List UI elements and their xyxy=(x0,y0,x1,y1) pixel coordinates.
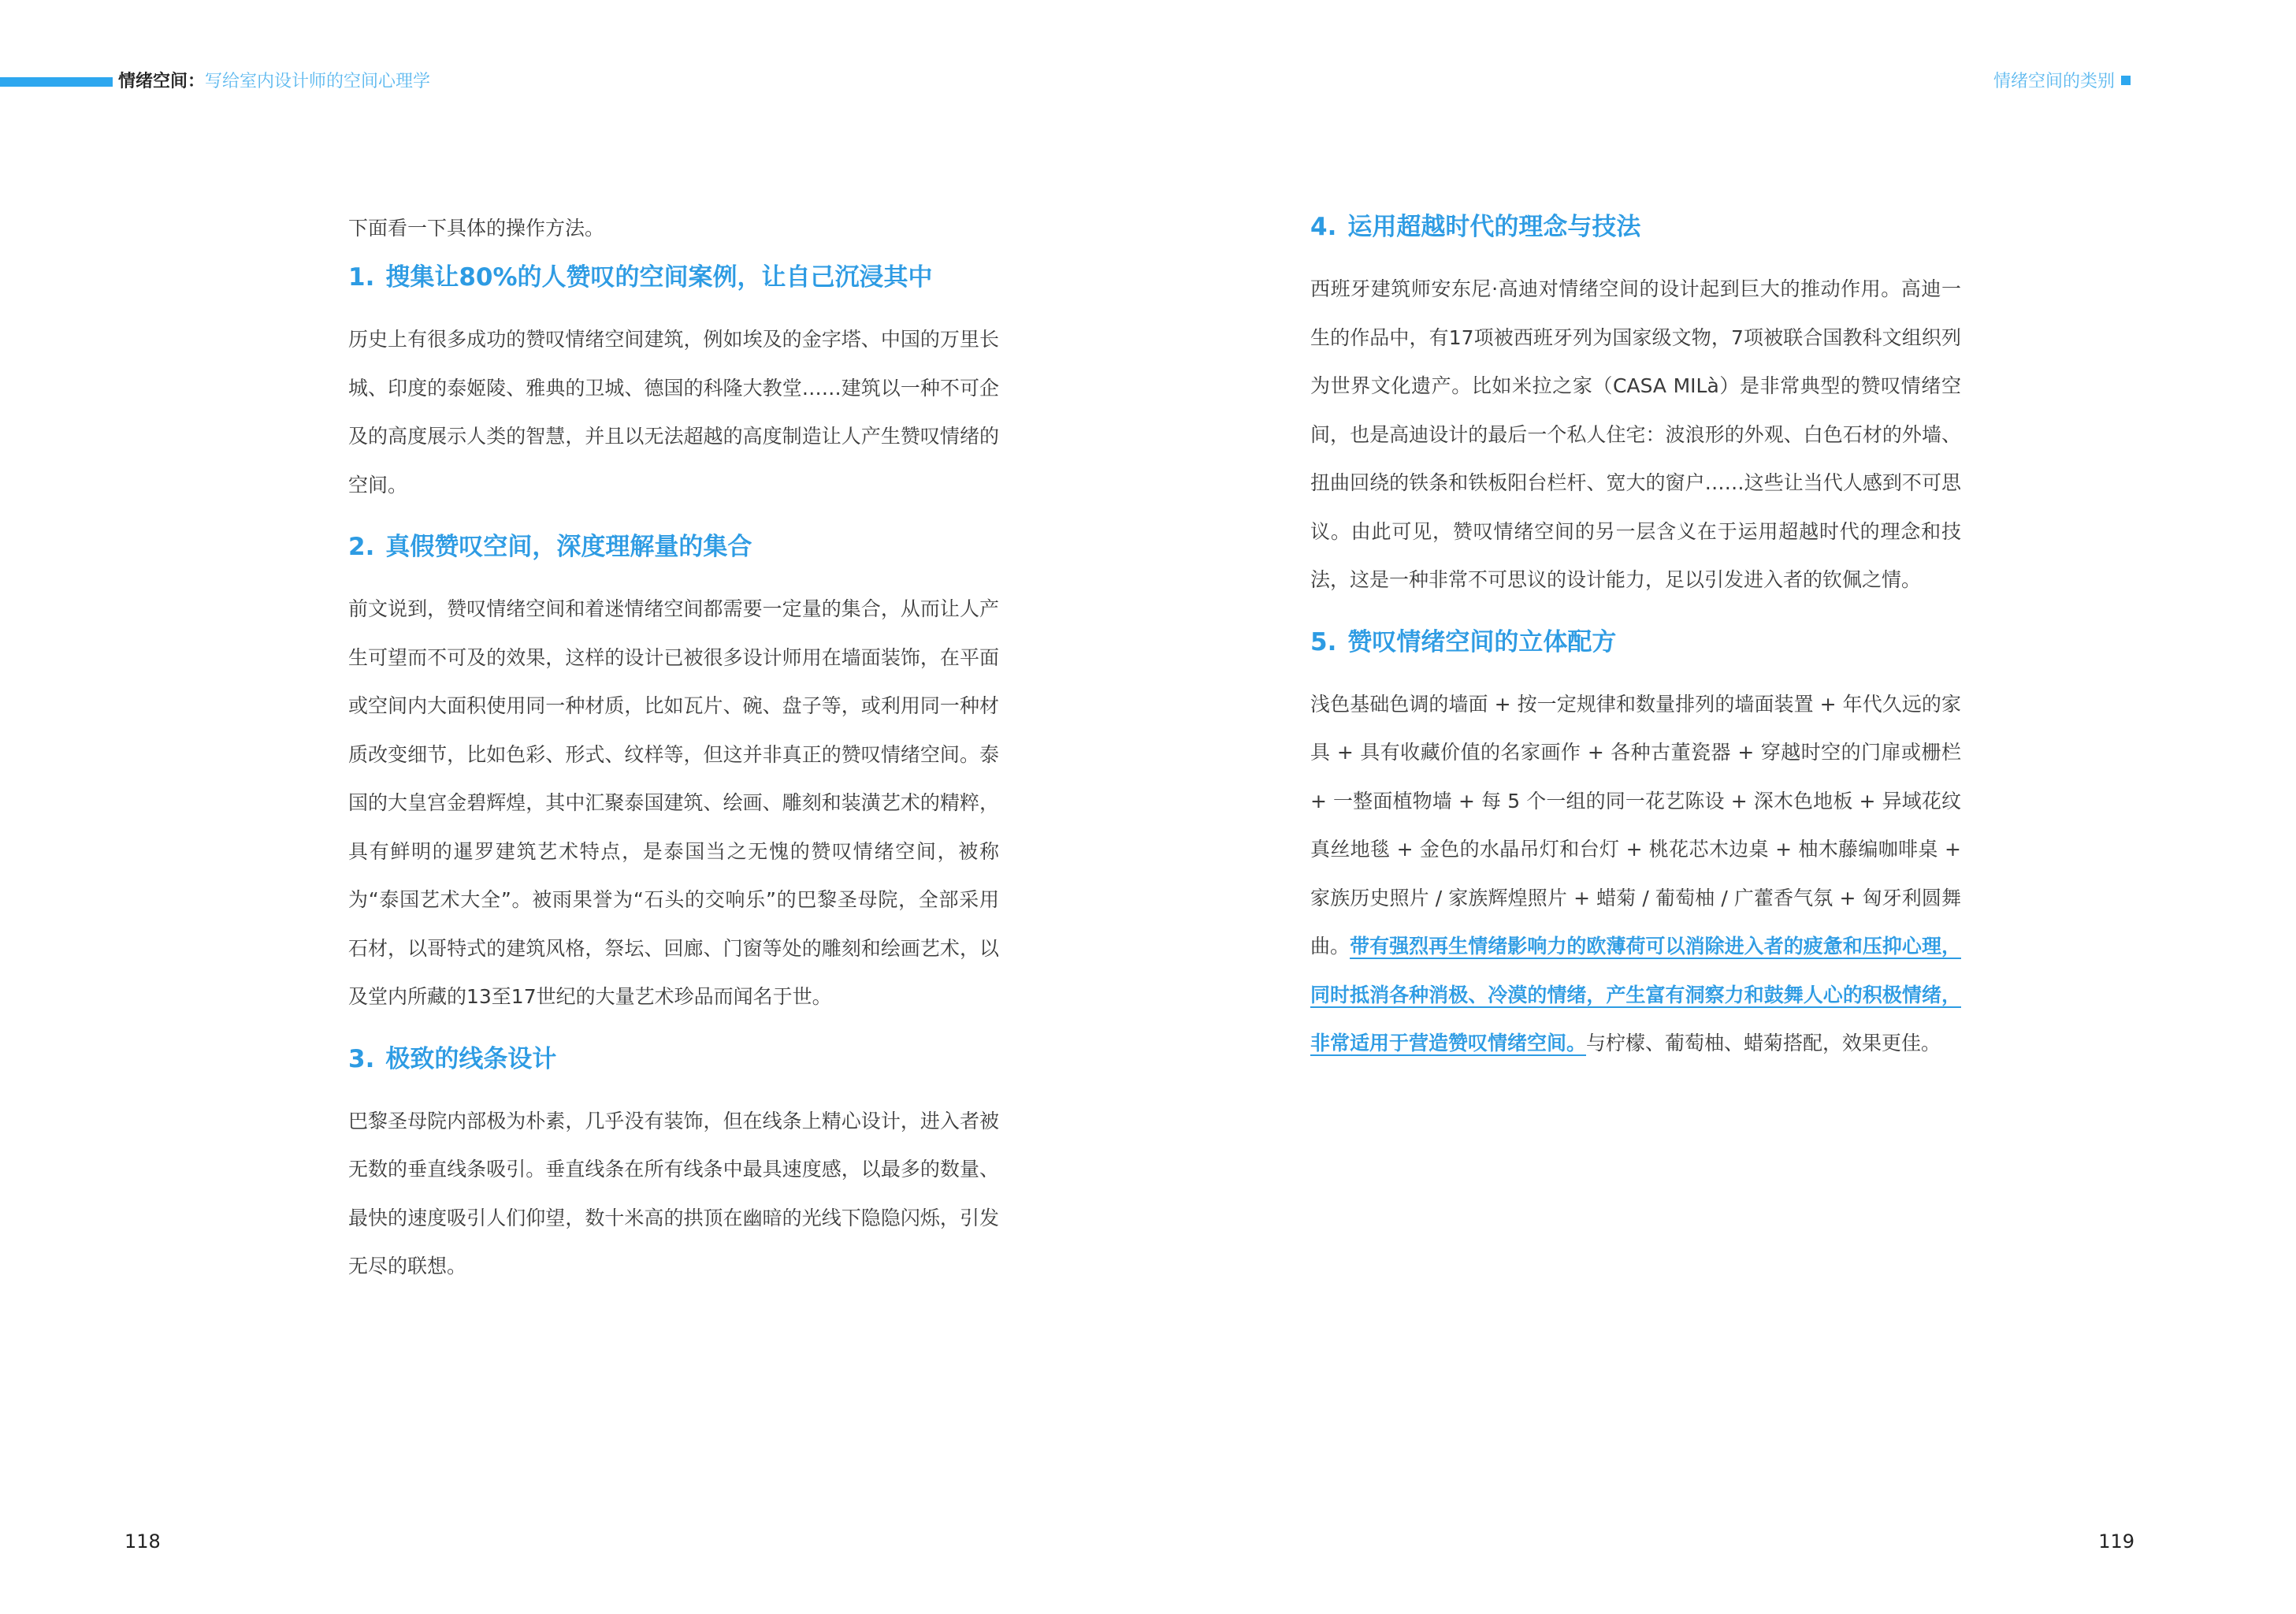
section-2-heading xyxy=(348,530,999,564)
running-header-right xyxy=(1993,68,2131,96)
right-column xyxy=(1310,210,1961,1068)
section-5-title: 赞叹情绪空间的立体配方 xyxy=(1347,627,1617,656)
section-1-title: 搜集让80%的人赞叹的空间案例，让自己沉浸其中 xyxy=(385,263,933,292)
section-4-title: 运用超越时代的理念与技法 xyxy=(1347,213,1641,241)
right-page xyxy=(1148,0,2296,1614)
section-4-number: 4. xyxy=(1310,213,1337,241)
section-2-number: 2. xyxy=(348,533,375,561)
header-accent-bar xyxy=(0,77,113,87)
page-number-left: 118 xyxy=(124,1530,161,1553)
section-5-paragraph xyxy=(1310,680,1961,1068)
section-4-paragraph: 西班牙建筑师安东尼·高迪对情绪空间的设计起到巨大的推动作用。高迪一生的作品中，有17项被西班牙列为国家级文物，7项被联合国教科文组织列为世界文化遗产。比如米拉之家（CASA MILà）是非常典型的赞叹情绪空间，也是高迪设计的最后一个私人住宅：波浪形的外观、白色石材的外墙、扭曲回绕的铁条和铁板阳台栏杆、宽大的窗户……这些让当代人感到不可思议。由此可见，赞叹情绪空间的另一层含义在于运用超越时代的理念和技法，这是一种非常不可思议的设计能力，足以引发进入者的钦佩之情。 xyxy=(1310,277,1961,591)
section-1-heading xyxy=(348,260,999,295)
header-square-marker xyxy=(2121,76,2131,85)
book-title: 情绪空间： xyxy=(118,72,206,91)
section-3-heading xyxy=(348,1042,999,1077)
section-3-paragraph: 巴黎圣母院内部极为朴素，几乎没有装饰，但在线条上精心设计，进入者被无数的垂直线条吸引。垂直线条在所有线条中最具速度感，以最多的数量、最快的速度吸引人们仰望，数十米高的拱顶在幽暗的光线下隐隐闪烁，引发无尽的联想。 xyxy=(348,1109,999,1277)
intro-text: 下面看一下具体的操作方法。 xyxy=(348,217,605,240)
section-4-heading xyxy=(1310,210,1961,244)
section-1-paragraph: 历史上有很多成功的赞叹情绪空间建筑，例如埃及的金字塔、中国的万里长城、印度的泰姬陵、雅典的卫城、德国的科隆大教堂……建筑以一种不可企及的高度展示人类的智慧，并且以无法超越的高度制造让人产生赞叹情绪的空间。 xyxy=(348,328,999,496)
book-subtitle: 写给室内设计师的空间心理学 xyxy=(205,72,431,91)
section-3-title: 极致的线条设计 xyxy=(385,1044,557,1073)
recipe-text: 浅色基础色调的墙面 + 按一定规律和数量排列的墙面装置 + 年代久远的家具 + 具有收藏价值的名家画作 + 各种古董瓷器 + 穿越时空的门扉或栅栏 + 一整面植物墙 + 每 5 个一组的同一花艺陈设 + 深木色地板 + 异域花纹真丝地毯 + 金色的水晶吊灯和台灯 + 桃花芯木边桌 + 柚木藤编咖啡桌 + 家族历史照片 / 家族辉煌照片 + 蜡菊 / 葡萄柚 / 广藿香气氛 + 匈牙利圆舞曲。 xyxy=(1310,692,1961,958)
section-3-number: 3. xyxy=(348,1044,375,1073)
page-number-right: 119 xyxy=(2098,1530,2134,1553)
section-5-number: 5. xyxy=(1310,627,1337,656)
section-2-title: 真假赞叹空间，深度理解量的集合 xyxy=(385,533,752,561)
running-header-left xyxy=(118,68,430,96)
chapter-title: 情绪空间的类别 xyxy=(1993,72,2115,91)
section-2-paragraph: 前文说到，赞叹情绪空间和着迷情绪空间都需要一定量的集合，从而让人产生可望而不可及的效果，这样的设计已被很多设计师用在墙面装饰，在平面或空间内大面积使用同一种材质，比如瓦片、碗、盘子等，或利用同一种材质改变细节，比如色彩、形式、纹样等，但这并非真正的赞叹情绪空间。泰国的大皇宫金碧辉煌，其中汇聚泰国建筑、绘画、雕刻和装潢艺术的精粹，具有鲜明的暹罗建筑艺术特点，是泰国当之无愧的赞叹情绪空间，被称为“泰国艺术大全”。被雨果誉为“石头的交响乐”的巴黎圣母院，全部采用石材，以哥特式的建筑风格，祭坛、回廊、门窗等处的雕刻和绘画艺术，以及堂内所藏的13至17世纪的大量艺术珍品而闻名于世。 xyxy=(348,597,999,1008)
section-5-heading xyxy=(1310,625,1961,660)
section-1-number: 1. xyxy=(348,263,375,292)
highlighted-text: 带有强烈再生情绪影响力的欧薄荷可以消除进入者的疲惫和压抑心理，同时抵消各种消极、冷漠的情绪，产生富有洞察力和鼓舞人心的积极情绪，非常适用于营造赞叹情绪空间。 xyxy=(1310,935,1961,1054)
recipe-tail-text: 与柠檬、葡萄柚、蜡菊搭配，效果更佳。 xyxy=(1586,1032,1941,1054)
left-column xyxy=(348,210,999,1291)
